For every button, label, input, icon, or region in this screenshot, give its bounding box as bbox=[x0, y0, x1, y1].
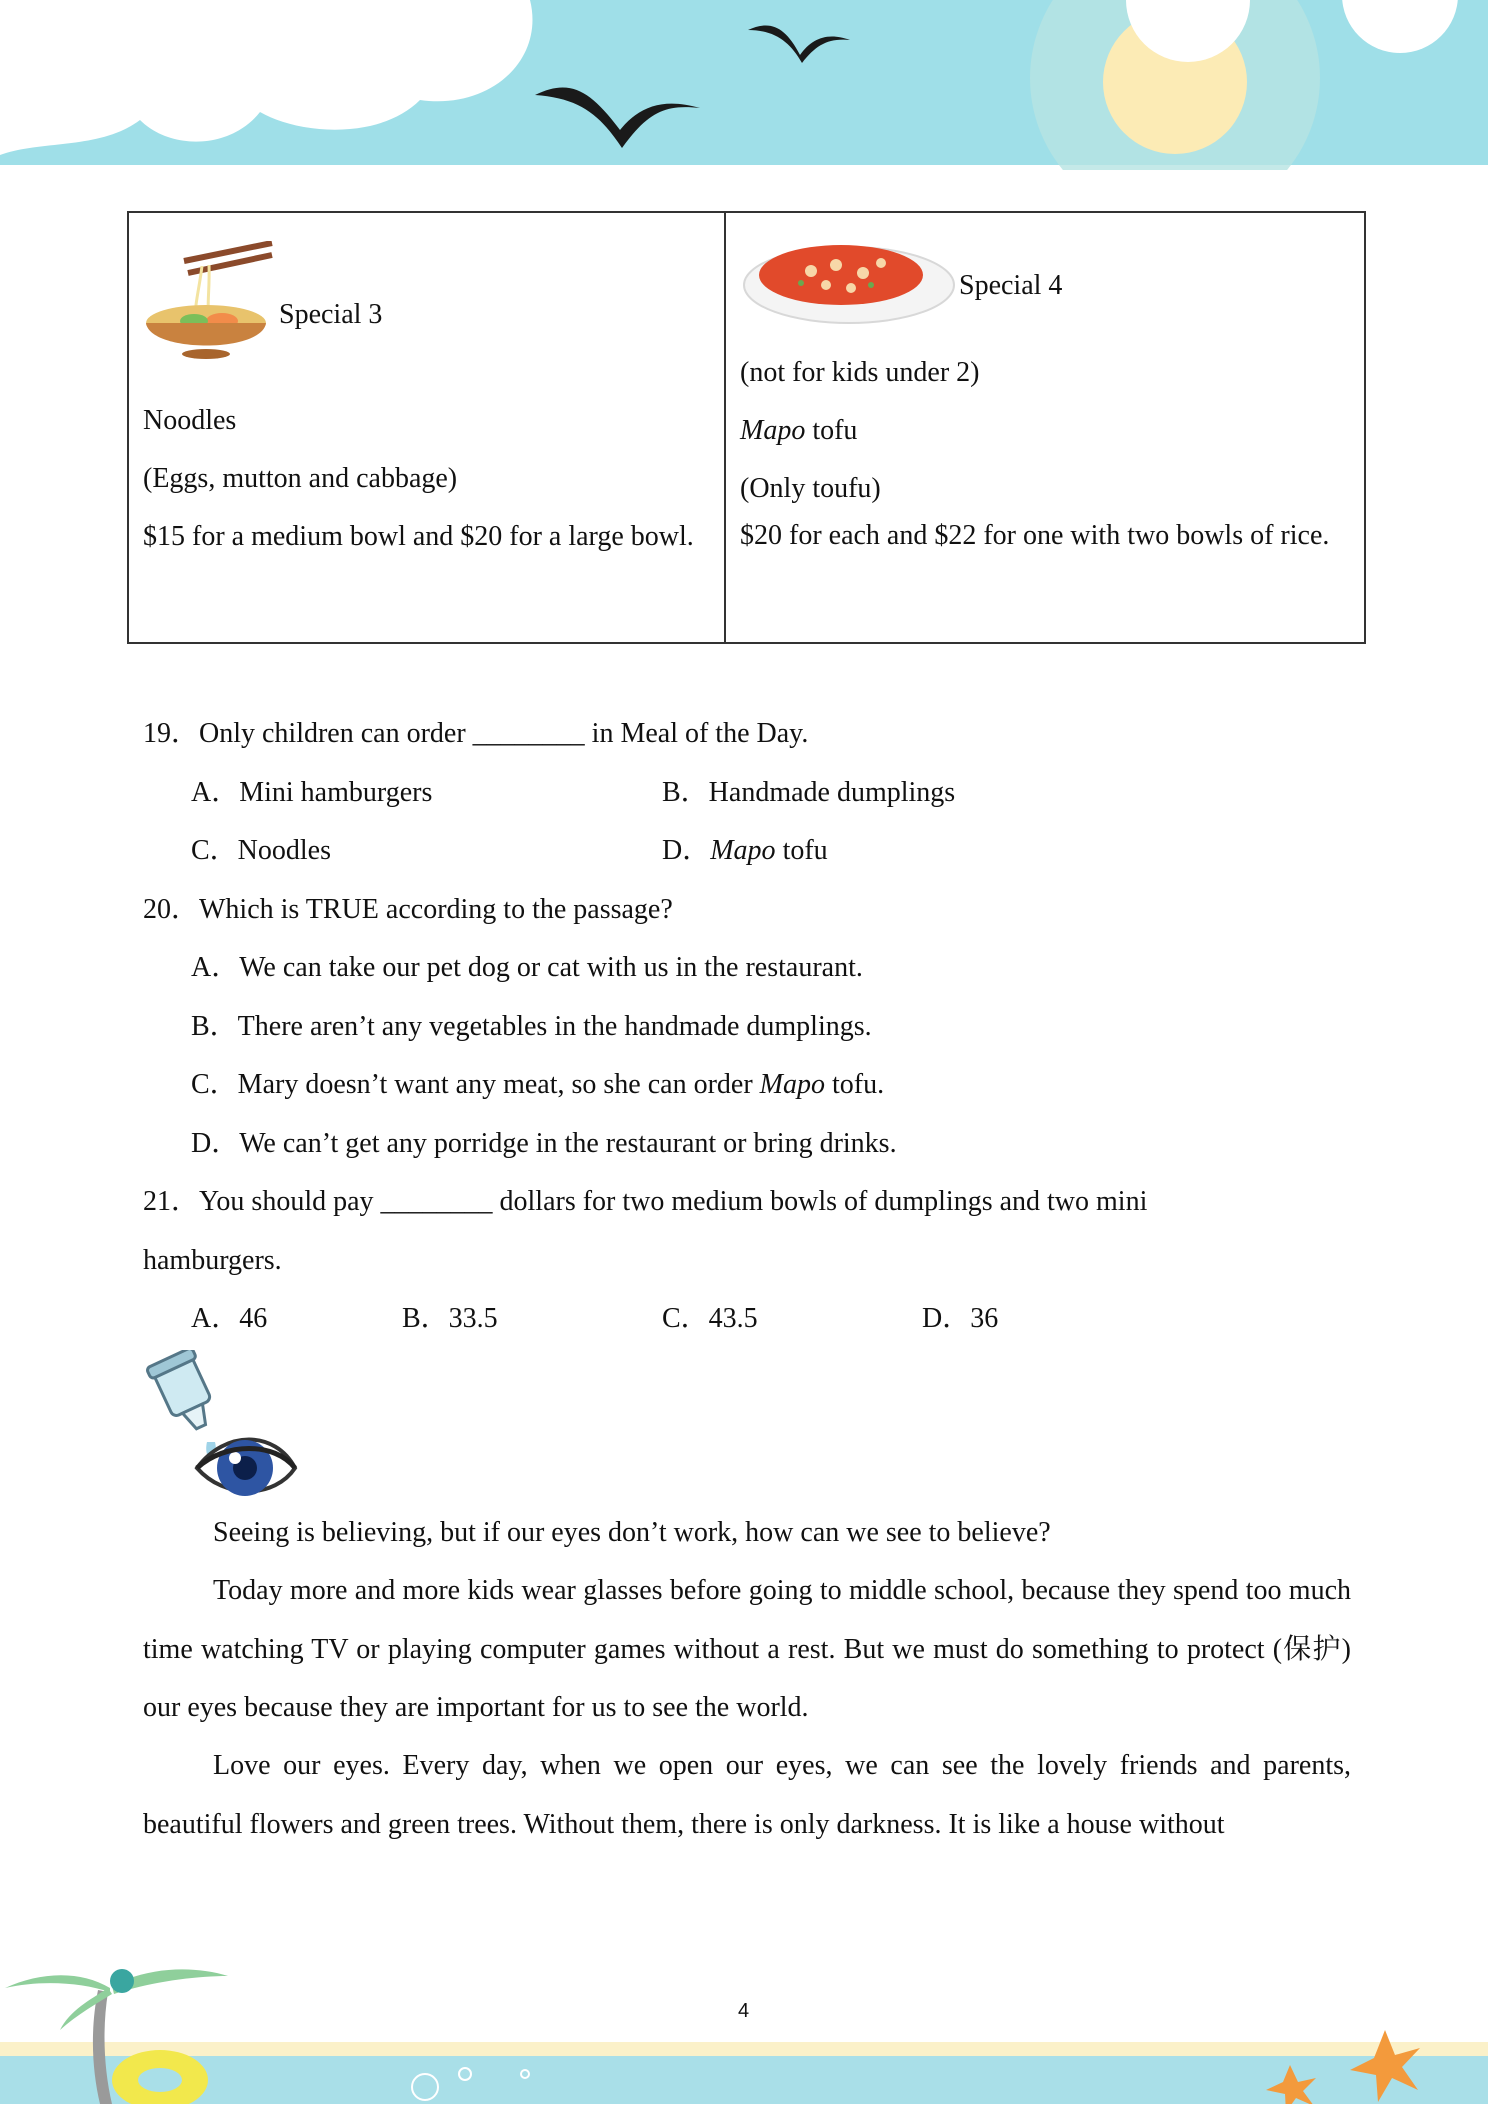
special-4-ingredients: (Only toufu) bbox=[740, 473, 881, 504]
special-4-age-note: (not for kids under 2) bbox=[740, 357, 980, 388]
special-3-title: Special 3 bbox=[279, 299, 383, 330]
question-21-option-b: B．33.5 bbox=[402, 1303, 498, 1334]
special-4-price: $20 for each and $22 for one with two bowls of rice. bbox=[740, 520, 1330, 551]
special-4-dish-name: Mapo tofu bbox=[740, 415, 858, 446]
special-3-ingredients: (Eggs, mutton and cabbage) bbox=[143, 463, 458, 494]
question-19-option-b: B．Handmade dumplings bbox=[662, 777, 956, 808]
question-20-option-a: A．We can take our pet dog or cat with us in the restaurant. bbox=[191, 952, 863, 983]
page-number: 4 bbox=[738, 2000, 750, 2022]
question-20-stem: 20．Which is TRUE according to the passage? bbox=[143, 894, 673, 925]
special-3-cell bbox=[128, 212, 725, 643]
question-21-option-a: A．46 bbox=[191, 1303, 268, 1334]
mapo-tofu-plate-icon bbox=[741, 233, 956, 328]
noodle-bowl-icon bbox=[144, 241, 274, 361]
question-19-option-a: A．Mini hamburgers bbox=[191, 777, 433, 808]
sky-banner-decoration bbox=[0, 0, 1488, 170]
beach-footer-decoration bbox=[0, 1930, 1488, 2104]
question-19-stem: 19．Only children can order ________ in Meal of the Day. bbox=[143, 718, 809, 749]
eye-drops-icon bbox=[145, 1350, 305, 1500]
question-21-option-c: C．43.5 bbox=[662, 1303, 758, 1334]
passage-paragraph-2: Today more and more kids wear glasses before going to middle school, because they spend too much time watching TV or playing computer games without a rest. But we must do something to protect (保护) our eyes because they are important for us to see the world. bbox=[143, 1575, 1351, 1723]
question-20-option-b: B．There aren’t any vegetables in the handmade dumplings. bbox=[191, 1011, 872, 1042]
question-19-option-c: C．Noodles bbox=[191, 835, 332, 866]
question-20-option-d: D．We can’t get any porridge in the restaurant or bring drinks. bbox=[191, 1128, 897, 1159]
question-21-stem-line-2: hamburgers. bbox=[143, 1245, 282, 1276]
question-20-option-c: C．Mary doesn’t want any meat, so she can order Mapo tofu. bbox=[191, 1069, 885, 1100]
passage-paragraph-1: Seeing is believing, but if our eyes don’t work, how can we see to believe? bbox=[213, 1517, 1051, 1548]
special-4-title: Special 4 bbox=[959, 270, 1063, 301]
special-3-price: $15 for a medium bowl and $20 for a large bowl. bbox=[143, 521, 694, 552]
question-21-option-d: D．36 bbox=[922, 1303, 999, 1334]
special-4-cell bbox=[725, 212, 1365, 643]
passage-paragraph-3: Love our eyes. Every day, when we open our eyes, we can see the lovely friends and parents, beautiful flowers and green trees. Without them, there is only darkness. It is like a house without bbox=[143, 1750, 1351, 1840]
question-19-option-d: D．Mapo tofu bbox=[662, 835, 828, 866]
menu-specials-table bbox=[127, 211, 1366, 644]
special-3-dish-name: Noodles bbox=[143, 405, 237, 436]
question-21-stem-line-1: 21．You should pay ________ dollars for two medium bowls of dumplings and two mini bbox=[143, 1186, 1148, 1217]
